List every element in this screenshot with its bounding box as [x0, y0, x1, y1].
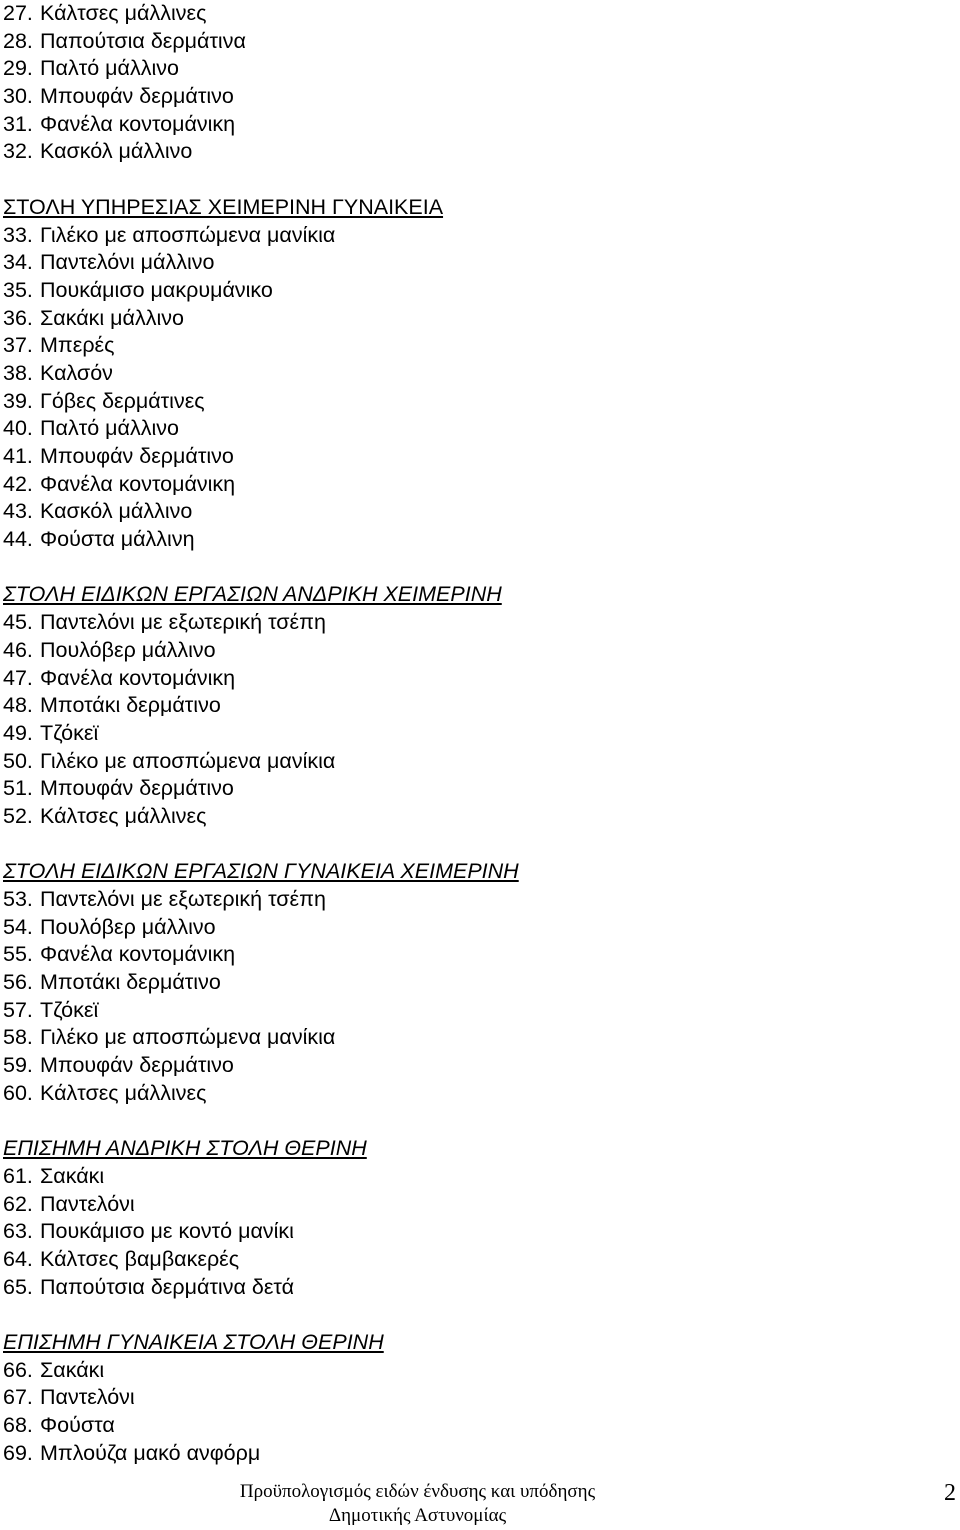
list-item [3, 969, 943, 997]
list-item [3, 748, 943, 776]
list-item [3, 360, 943, 388]
list-item [3, 886, 943, 914]
item-label: Σακάκι [40, 1357, 105, 1382]
item-label: Γιλέκο με αποσπώμενα μανίκια [40, 1025, 336, 1050]
list-item [3, 997, 943, 1025]
item-label: Γιλέκο με αποσπώμενα μανίκια [40, 748, 336, 773]
item-number: 67. [3, 1385, 33, 1410]
item-number: 40. [3, 416, 33, 441]
item-label: Τζόκεϊ [40, 720, 99, 745]
item-label: Μπουφάν δερμάτινο [40, 776, 234, 801]
document-body [3, 0, 943, 1467]
page-number: 2 [944, 1480, 956, 1506]
list-item [3, 803, 943, 831]
item-number: 68. [3, 1413, 33, 1438]
blank-line [3, 554, 943, 582]
list-item [3, 1024, 943, 1052]
item-number: 62. [3, 1191, 33, 1216]
list-item [3, 1163, 943, 1191]
item-label: Μπερές [40, 333, 115, 358]
list-item [3, 526, 943, 554]
blank-line [3, 831, 943, 859]
list-item [3, 222, 943, 250]
list-item [3, 305, 943, 333]
item-number: 33. [3, 222, 33, 247]
list-item [3, 941, 943, 969]
list-item [3, 1440, 943, 1468]
list-item [3, 28, 943, 56]
item-number: 59. [3, 1053, 33, 1078]
item-label: Φούστα [40, 1413, 115, 1438]
list-item [3, 692, 943, 720]
item-label: Παντελόνι [40, 1191, 135, 1216]
item-number: 51. [3, 776, 33, 801]
list-item [3, 388, 943, 416]
item-label: Κάλτσες μάλλινες [40, 803, 207, 828]
section-heading: ΣΤΟΛΗ ΕΙΔΙΚΩΝ ΕΡΓΑΣΙΩΝ ΓΥΝΑΙΚΕΙΑ ΧΕΙΜΕΡΙΝΗ [3, 859, 519, 884]
item-label: Παντελόνι με εξωτερική τσέπη [40, 610, 326, 635]
item-label: Κάλτσες μάλλινες [40, 1080, 207, 1105]
item-number: 50. [3, 748, 33, 773]
item-number: 47. [3, 665, 33, 690]
list-item [3, 471, 943, 499]
item-label: Γόβες δερμάτινες [40, 388, 205, 413]
list-item [3, 1191, 943, 1219]
list-item [3, 83, 943, 111]
item-number: 44. [3, 527, 33, 552]
item-label: Πουκάμισο με κοντό μανίκι [40, 1219, 294, 1244]
list-item [3, 332, 943, 360]
item-label: Φούστα μάλλινη [40, 527, 195, 552]
blank-line [3, 1108, 943, 1136]
item-number: 42. [3, 471, 33, 496]
item-label: Φανέλα κοντομάνικη [40, 942, 236, 967]
item-number: 64. [3, 1246, 33, 1271]
item-number: 54. [3, 914, 33, 939]
list-item [3, 637, 943, 665]
item-number: 41. [3, 444, 33, 468]
list-item [3, 1080, 943, 1108]
list-item [3, 138, 943, 166]
item-label: Παντελόνι [40, 1385, 135, 1410]
item-label: Μπουφάν δερμάτινο [40, 84, 234, 109]
item-label: Φανέλα κοντομάνικη [40, 665, 236, 690]
item-number: 31. [3, 111, 33, 136]
list-item [3, 1218, 943, 1246]
item-number: 55. [3, 942, 33, 967]
item-number: 63. [3, 1219, 33, 1244]
item-number: 34. [3, 250, 33, 275]
item-number: 66. [3, 1357, 33, 1382]
list-item [3, 1384, 943, 1412]
item-number: 32. [3, 139, 33, 164]
item-number: 36. [3, 305, 33, 330]
list-item [3, 498, 943, 526]
item-label: Μπουφάν δερμάτινο [40, 444, 234, 468]
item-number: 43. [3, 499, 33, 524]
item-number: 49. [3, 720, 33, 745]
item-number: 56. [3, 970, 33, 995]
item-label: Τζόκεϊ [40, 997, 99, 1022]
item-label: Φανέλα κοντομάνικη [40, 471, 236, 496]
blank-line [3, 166, 943, 194]
section-heading: ΕΠΙΣΗΜΗ ΑΝΔΡΙΚΗ ΣΤΟΛΗ ΘΕΡΙΝΗ [3, 1136, 367, 1161]
item-label: Παλτό μάλλινο [40, 416, 179, 441]
item-number: 39. [3, 388, 33, 413]
section-heading: ΕΠΙΣΗΜΗ ΓΥΝΑΙΚΕΙΑ ΣΤΟΛΗ ΘΕΡΙΝΗ [3, 1330, 384, 1354]
list-item [3, 1274, 943, 1302]
item-number: 28. [3, 28, 33, 53]
item-label: Παπούτσια δερμάτινα δετά [40, 1274, 295, 1299]
item-label: Κάλτσες βαμβακερές [40, 1246, 240, 1271]
item-number: 37. [3, 333, 33, 358]
item-number: 45. [3, 610, 33, 635]
item-label: Καλσόν [40, 360, 113, 385]
item-number: 27. [3, 1, 33, 25]
item-number: 65. [3, 1274, 33, 1299]
list-item [3, 111, 943, 139]
item-label: Παντελόνι μάλλινο [40, 250, 215, 275]
item-label: Κασκόλ μάλλινο [40, 139, 193, 164]
blank-line [3, 1301, 943, 1329]
list-item [3, 1052, 943, 1080]
list-item [3, 277, 943, 305]
item-number: 29. [3, 56, 33, 81]
list-item [3, 720, 943, 748]
item-label: Παντελόνι με εξωτερική τσέπη [40, 887, 326, 911]
item-label: Μπλούζα μακό ανφόρμ [40, 1440, 261, 1465]
item-number: 38. [3, 360, 33, 385]
item-number: 53. [3, 887, 33, 911]
item-number: 35. [3, 277, 33, 302]
item-number: 46. [3, 637, 33, 662]
item-label: Φανέλα κοντομάνικη [40, 111, 236, 136]
item-number: 48. [3, 693, 33, 718]
list-item [3, 249, 943, 277]
item-label: Μπουφάν δερμάτινο [40, 1053, 234, 1078]
item-number: 52. [3, 803, 33, 828]
section-heading: ΣΤΟΛΗ ΕΙΔΙΚΩΝ ΕΡΓΑΣΙΩΝ ΑΝΔΡΙΚΗ ΧΕΙΜΕΡΙΝΗ [3, 582, 502, 607]
list-item [3, 443, 943, 471]
section-heading: ΣΤΟΛΗ ΥΠΗΡΕΣΙΑΣ ΧΕΙΜΕΡΙΝΗ ΓΥΝΑΙΚΕΙΑ [3, 194, 444, 219]
item-label: Μποτάκι δερμάτινο [40, 693, 221, 718]
list-item [3, 1357, 943, 1385]
item-label: Πουλόβερ μάλλινο [40, 637, 216, 662]
item-number: 61. [3, 1163, 33, 1188]
item-label: Μποτάκι δερμάτινο [40, 970, 221, 995]
list-item [3, 665, 943, 693]
item-label: Πουλόβερ μάλλινο [40, 914, 216, 939]
list-item [3, 609, 943, 637]
item-label: Σακάκι μάλλινο [40, 305, 184, 330]
item-label: Κασκόλ μάλλινο [40, 499, 193, 524]
item-number: 57. [3, 997, 33, 1022]
item-label: Πουκάμισο μακρυμάνικο [40, 277, 273, 302]
list-item [3, 415, 943, 443]
item-number: 69. [3, 1440, 33, 1465]
item-number: 58. [3, 1025, 33, 1050]
item-label: Παπούτσια δερμάτινα [40, 28, 246, 53]
list-item [3, 1246, 943, 1274]
list-item [3, 775, 943, 803]
item-label: Γιλέκο με αποσπώμενα μανίκια [40, 222, 336, 247]
footer-subtitle: Δημοτικής Αστυνομίας [328, 1505, 507, 1526]
list-item [3, 0, 943, 28]
list-item [3, 55, 943, 83]
list-item [3, 1412, 943, 1440]
item-label: Κάλτσες μάλλινες [40, 1, 207, 25]
item-number: 30. [3, 84, 33, 109]
footer-title: Προϋπολογισμός ειδών ένδυσης και υπόδησης [239, 1481, 596, 1502]
item-label: Σακάκι [40, 1163, 105, 1188]
list-item [3, 914, 943, 942]
item-label: Παλτό μάλλινο [40, 56, 179, 81]
item-number: 60. [3, 1080, 33, 1105]
